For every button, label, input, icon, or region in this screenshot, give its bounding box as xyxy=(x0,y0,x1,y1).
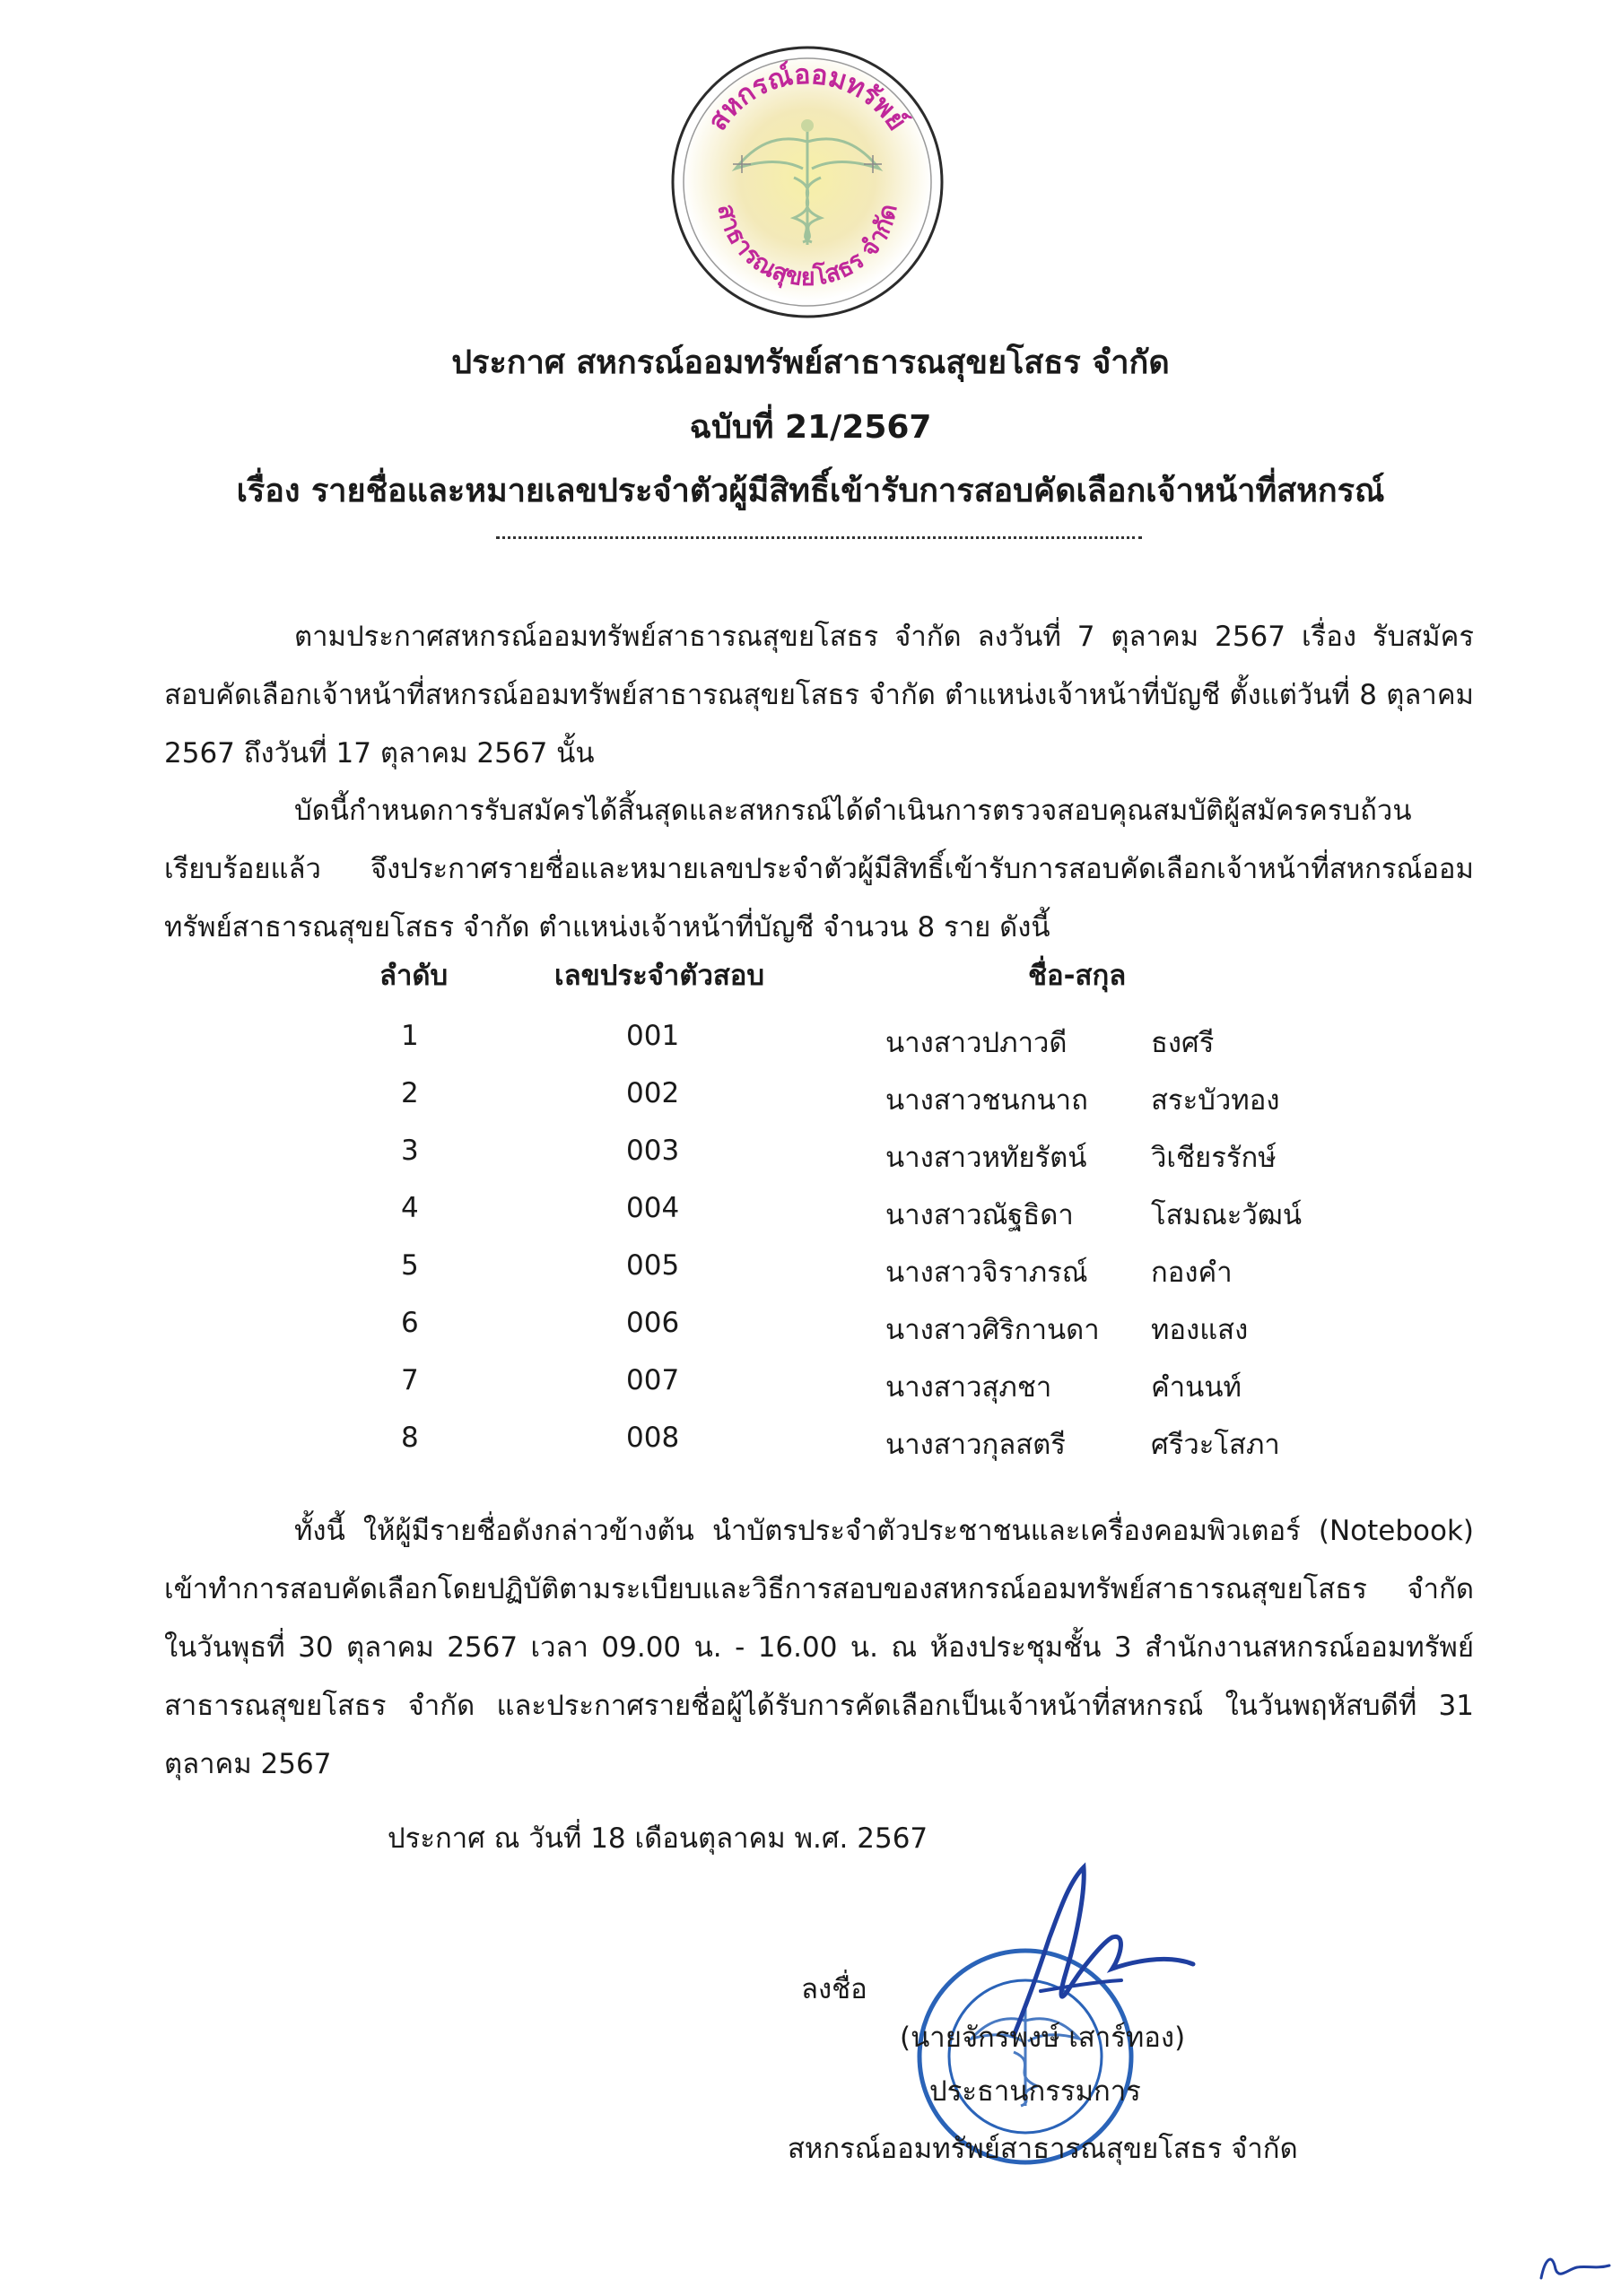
row-order: 4 xyxy=(401,1192,419,1224)
signer-organization: สหกรณ์ออมทรัพย์สาธารณสุขยโสธร จำกัด xyxy=(788,2133,1298,2165)
row-order: 2 xyxy=(401,1077,419,1109)
row-first-name: นางสาวปภาวดี xyxy=(885,1027,1068,1059)
row-exam-id: 006 xyxy=(626,1307,680,1339)
row-last-name: ทองแสง xyxy=(1151,1314,1249,1346)
row-first-name: นางสาวจิราภรณ์ xyxy=(885,1257,1088,1289)
sign-label: ลงชื่อ xyxy=(801,1973,867,2005)
table-row xyxy=(0,1020,1621,1077)
row-order: 7 xyxy=(401,1364,419,1396)
paragraph-instructions: ทั้งนี้ ให้ผู้มีรายชื่อดังกล่าวข้างต้น นำบัตรประจำตัวประชาชนและเครื่องคอมพิวเตอร์ (Notebook) เข้าทำการสอบคัดเลือกโดยปฏิบัติตามระเบียบและวิธีการสอบของสหกรณ์ออมทรัพย์สาธารณสุขยโสธร จำกัด ในวันพุธที่ 30 ตุลาคม 2567 เวลา 09.00 น. - 16.00 น. ณ ห้องประชุมชั้น 3 สำนักงานสหกรณ์ออมทรัพย์สาธารณสุขยโสธร จำกัด และประกาศรายชื่อผู้ได้รับการคัดเลือกเป็นเจ้าหน้าที่สหกรณ์ ในวันพฤหัสบดีที่ 31 ตุลาคม 2567 xyxy=(164,1515,1474,1780)
column-header-exam-id: เลขประจำตัวสอบ xyxy=(554,960,765,992)
paragraph-result: บัดนี้กำหนดการรับสมัครได้สิ้นสุดและสหกรณ์ได้ดำเนินการตรวจสอบคุณสมบัติผู้สมัครครบถ้วนเรียบร้อยแล้ว จึงประกาศรายชื่อและหมายเลขประจำตัวผู้มีสิทธิ์เข้ารับการสอบคัดเลือกเจ้าหน้าที่สหกรณ์ออมทรัพย์สาธารณสุขยโสธร จำกัด ตำแหน่งเจ้าหน้าที่บัญชี จำนวน 8 ราย ดังนี้ xyxy=(164,795,1474,944)
initials-mark xyxy=(1534,2242,1615,2287)
row-first-name: นางสาวหทัยรัตน์ xyxy=(885,1142,1087,1174)
announcement-title: ประกาศ สหกรณ์ออมทรัพย์สาธารณสุขยโสธร จำกัด xyxy=(451,344,1170,381)
row-order: 1 xyxy=(401,1020,419,1052)
row-first-name: นางสาวชนกนาถ xyxy=(885,1084,1088,1117)
svg-text:สาธารณสุขยโสธร จำกัด: สาธารณสุขยโสธร จำกัด xyxy=(711,201,903,292)
signer-name: (นายจักรพงษ์ เสาร์ทอง) xyxy=(900,2022,1186,2054)
row-first-name: นางสาวศิริกานดา xyxy=(885,1314,1100,1346)
announcement-date: ประกาศ ณ วันที่ 18 เดือนตุลาคม พ.ศ. 2567 xyxy=(388,1822,928,1855)
row-exam-id: 002 xyxy=(626,1077,680,1109)
row-order: 3 xyxy=(401,1135,419,1167)
row-exam-id: 007 xyxy=(626,1364,680,1396)
table-row xyxy=(0,1135,1621,1192)
row-order: 6 xyxy=(401,1307,419,1339)
row-first-name: นางสาวกุลสตรี xyxy=(885,1429,1066,1461)
row-order: 8 xyxy=(401,1422,419,1454)
row-last-name: ธงศรี xyxy=(1151,1027,1215,1059)
row-exam-id: 001 xyxy=(626,1020,680,1052)
table-row xyxy=(0,1422,1621,1479)
announcement-subject: เรื่อง รายชื่อและหมายเลขประจำตัวผู้มีสิทธิ์เข้ารับการสอบคัดเลือกเจ้าหน้าที่สหกรณ์ xyxy=(236,473,1385,509)
table-row xyxy=(0,1192,1621,1249)
column-header-order: ลำดับ xyxy=(379,960,449,992)
cooperative-seal-logo xyxy=(668,43,946,321)
table-row xyxy=(0,1307,1621,1364)
column-header-name: ชื่อ-สกุล xyxy=(1028,960,1127,992)
table-row xyxy=(0,1077,1621,1135)
row-last-name: กองคำ xyxy=(1151,1257,1233,1289)
dotted-divider xyxy=(496,536,1142,539)
row-order: 5 xyxy=(401,1249,419,1282)
table-row xyxy=(0,1364,1621,1422)
row-last-name: โสมณะวัฒน์ xyxy=(1151,1199,1303,1231)
row-exam-id: 008 xyxy=(626,1422,680,1454)
table-row xyxy=(0,1249,1621,1307)
row-first-name: นางสาวณัฐธิดา xyxy=(885,1199,1074,1231)
row-last-name: วิเชียรรักษ์ xyxy=(1151,1142,1277,1174)
row-last-name: ศรีวะโสภา xyxy=(1151,1429,1280,1461)
row-last-name: สระบัวทอง xyxy=(1151,1084,1280,1117)
paragraph-reference: ตามประกาศสหกรณ์ออมทรัพย์สาธารณสุขยโสธร จำกัด ลงวันที่ 7 ตุลาคม 2567 เรื่อง รับสมัครสอบคัดเลือกเจ้าหน้าที่สหกรณ์ออมทรัพย์สาธารณสุขยโสธร จำกัด ตำแหน่งเจ้าหน้าที่บัญชี ตั้งแต่วันที่ 8 ตุลาคม 2567 ถึงวันที่ 17 ตุลาคม 2567 นั้น xyxy=(164,621,1474,770)
row-exam-id: 004 xyxy=(626,1192,680,1224)
issue-number: ฉบับที่ 21/2567 xyxy=(689,409,932,446)
row-exam-id: 005 xyxy=(626,1249,680,1282)
signer-title: ประธานกรรมการ xyxy=(929,2075,1141,2108)
row-last-name: คำนนท์ xyxy=(1151,1371,1242,1404)
svg-text:สหกรณ์ออมทรัพย์: สหกรณ์ออมทรัพย์ xyxy=(702,58,913,137)
row-exam-id: 003 xyxy=(626,1135,680,1167)
row-first-name: นางสาวสุภชา xyxy=(885,1371,1052,1404)
